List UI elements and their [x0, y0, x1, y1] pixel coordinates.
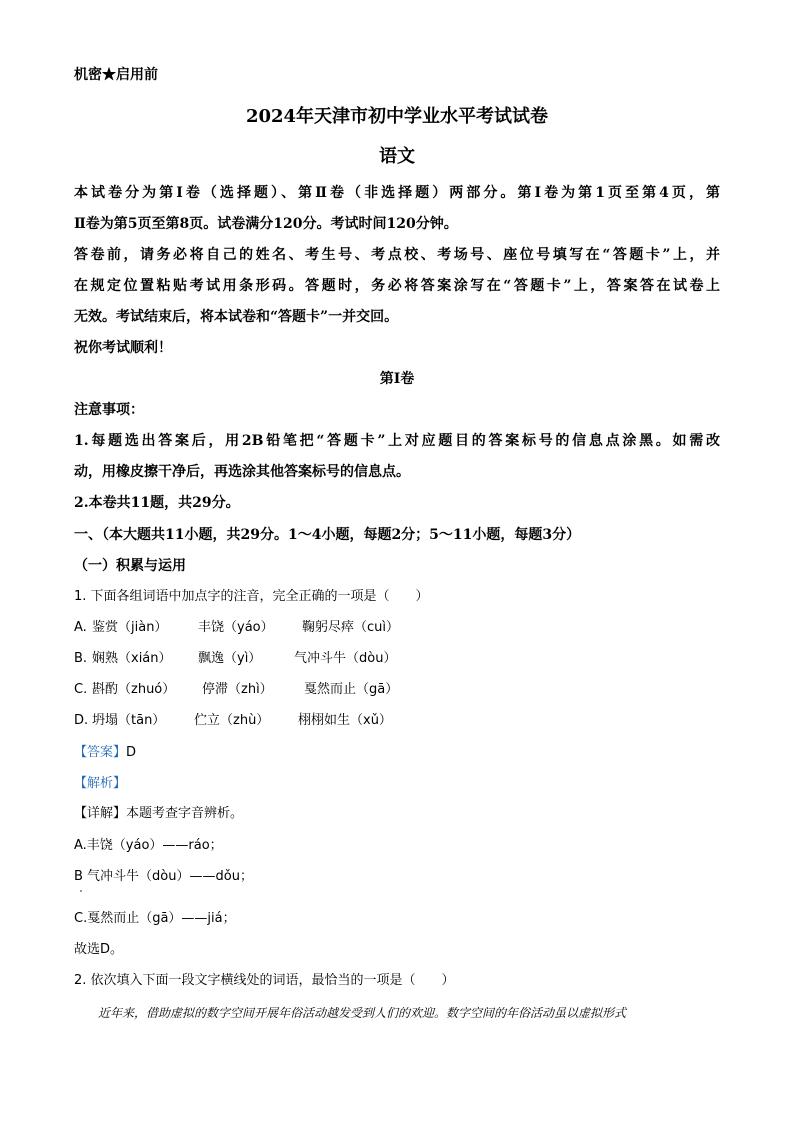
option-word-2: 丰饶（yáo） [198, 620, 274, 635]
section-intro: 一、（本大题共11小题，共29分。1～4小题，每题2分；5～11小题，每题3分） [74, 527, 581, 543]
detail-row [74, 805, 243, 823]
note1-line-1: 1.每题选出答案后，用2B铅笔把“答题卡”上对应题目的答案标号的信息点涂黑。如需改 [74, 433, 720, 449]
part1-heading: 第Ⅰ卷 [379, 371, 415, 387]
note1-line-2: 动，用橡皮擦干净后，再选涂其他答案标号的信息点。 [74, 464, 410, 480]
option-word-1: 鉴赏（jiàn） [92, 620, 168, 635]
instructions-line-1: 本试卷分为第Ⅰ卷（选择题）、第Ⅱ卷（非选择题）两部分。第Ⅰ卷为第1页至第4页，第 [74, 185, 720, 201]
detail-text: 本题考查字音辨析。 [126, 806, 244, 821]
confidential-label: 机密★启用前 [74, 67, 158, 83]
option-word-3: 戛然而止（gā） [304, 682, 399, 697]
analysis-row [74, 774, 126, 793]
exam-title: 2024年天津市初中学业水平考试试卷 [245, 106, 549, 127]
conclusion: 故选D。 [74, 942, 124, 957]
option-word-3: 鞠躬尽瘁（cuì） [302, 620, 399, 635]
fix-b: B 气冲斗牛（dòu）——dǒu； [74, 869, 253, 884]
good-luck-text: 祝你考试顺利！ [74, 340, 172, 356]
option-word-1: 娴熟（xián） [92, 651, 172, 666]
note2: 2.本卷共11题，共29分。 [74, 495, 240, 511]
option-label: C. [74, 682, 88, 697]
answer-row [74, 743, 136, 762]
option-label: A. [74, 620, 87, 635]
question2-passage: 近年来，借助虚拟的数字空间开展年俗活动越发受到人们的欢迎。数字空间的年俗活动虽以虚拟形式 [98, 1006, 627, 1020]
instructions-line-4: 在规定位置粘贴考试用条形码。答题时，务必将答案涂写在“答题卡”上，答案答在试卷上 [74, 278, 720, 294]
subsection-title: （一）积累与运用 [74, 558, 186, 574]
subject-title: 语文 [379, 146, 415, 167]
option-word-1: 坍塌（tān） [92, 713, 166, 728]
question1-stem: 1. 下面各组词语中加点字的注音，完全正确的一项是（ ） [74, 589, 429, 604]
option-word-2: 停滞（zhì） [202, 682, 273, 697]
option-label: D. [74, 713, 89, 728]
option-word-3: 气冲斗牛（dòu） [294, 651, 397, 666]
question2-stem: 2. 依次填入下面一段文字横线处的词语，最恰当的一项是（ ） [74, 973, 455, 988]
stray-mark [80, 890, 82, 892]
analysis-label: 【解析】 [74, 776, 127, 791]
option-label: B. [74, 651, 88, 666]
instructions-line-3: 答卷前，请务必将自己的姓名、考生号、考点校、考场号、座位号填写在“答题卡”上，并 [74, 247, 720, 263]
instructions-line-2: Ⅱ卷为第5页至第8页。试卷满分120分。考试时间120分钟。 [74, 216, 458, 232]
fix-a: A.丰饶（yáo）——ráo； [74, 838, 223, 853]
answer-value: D [126, 745, 137, 760]
option-word-2: 伫立（zhù） [194, 713, 270, 728]
instructions-line-5: 无效。考试结束后，将本试卷和“答题卡”一并交回。 [74, 309, 399, 325]
answer-label: 【答案】 [74, 745, 127, 760]
detail-label: 【详解】 [74, 806, 127, 821]
option-word-1: 斟酌（zhuó） [92, 682, 176, 697]
fix-c: C.戛然而止（gā）——jiá； [74, 911, 236, 926]
option-word-3: 栩栩如生（xǔ） [298, 713, 392, 728]
notes-label: 注意事项： [74, 402, 144, 418]
option-word-2: 飘逸（yì） [198, 651, 262, 666]
